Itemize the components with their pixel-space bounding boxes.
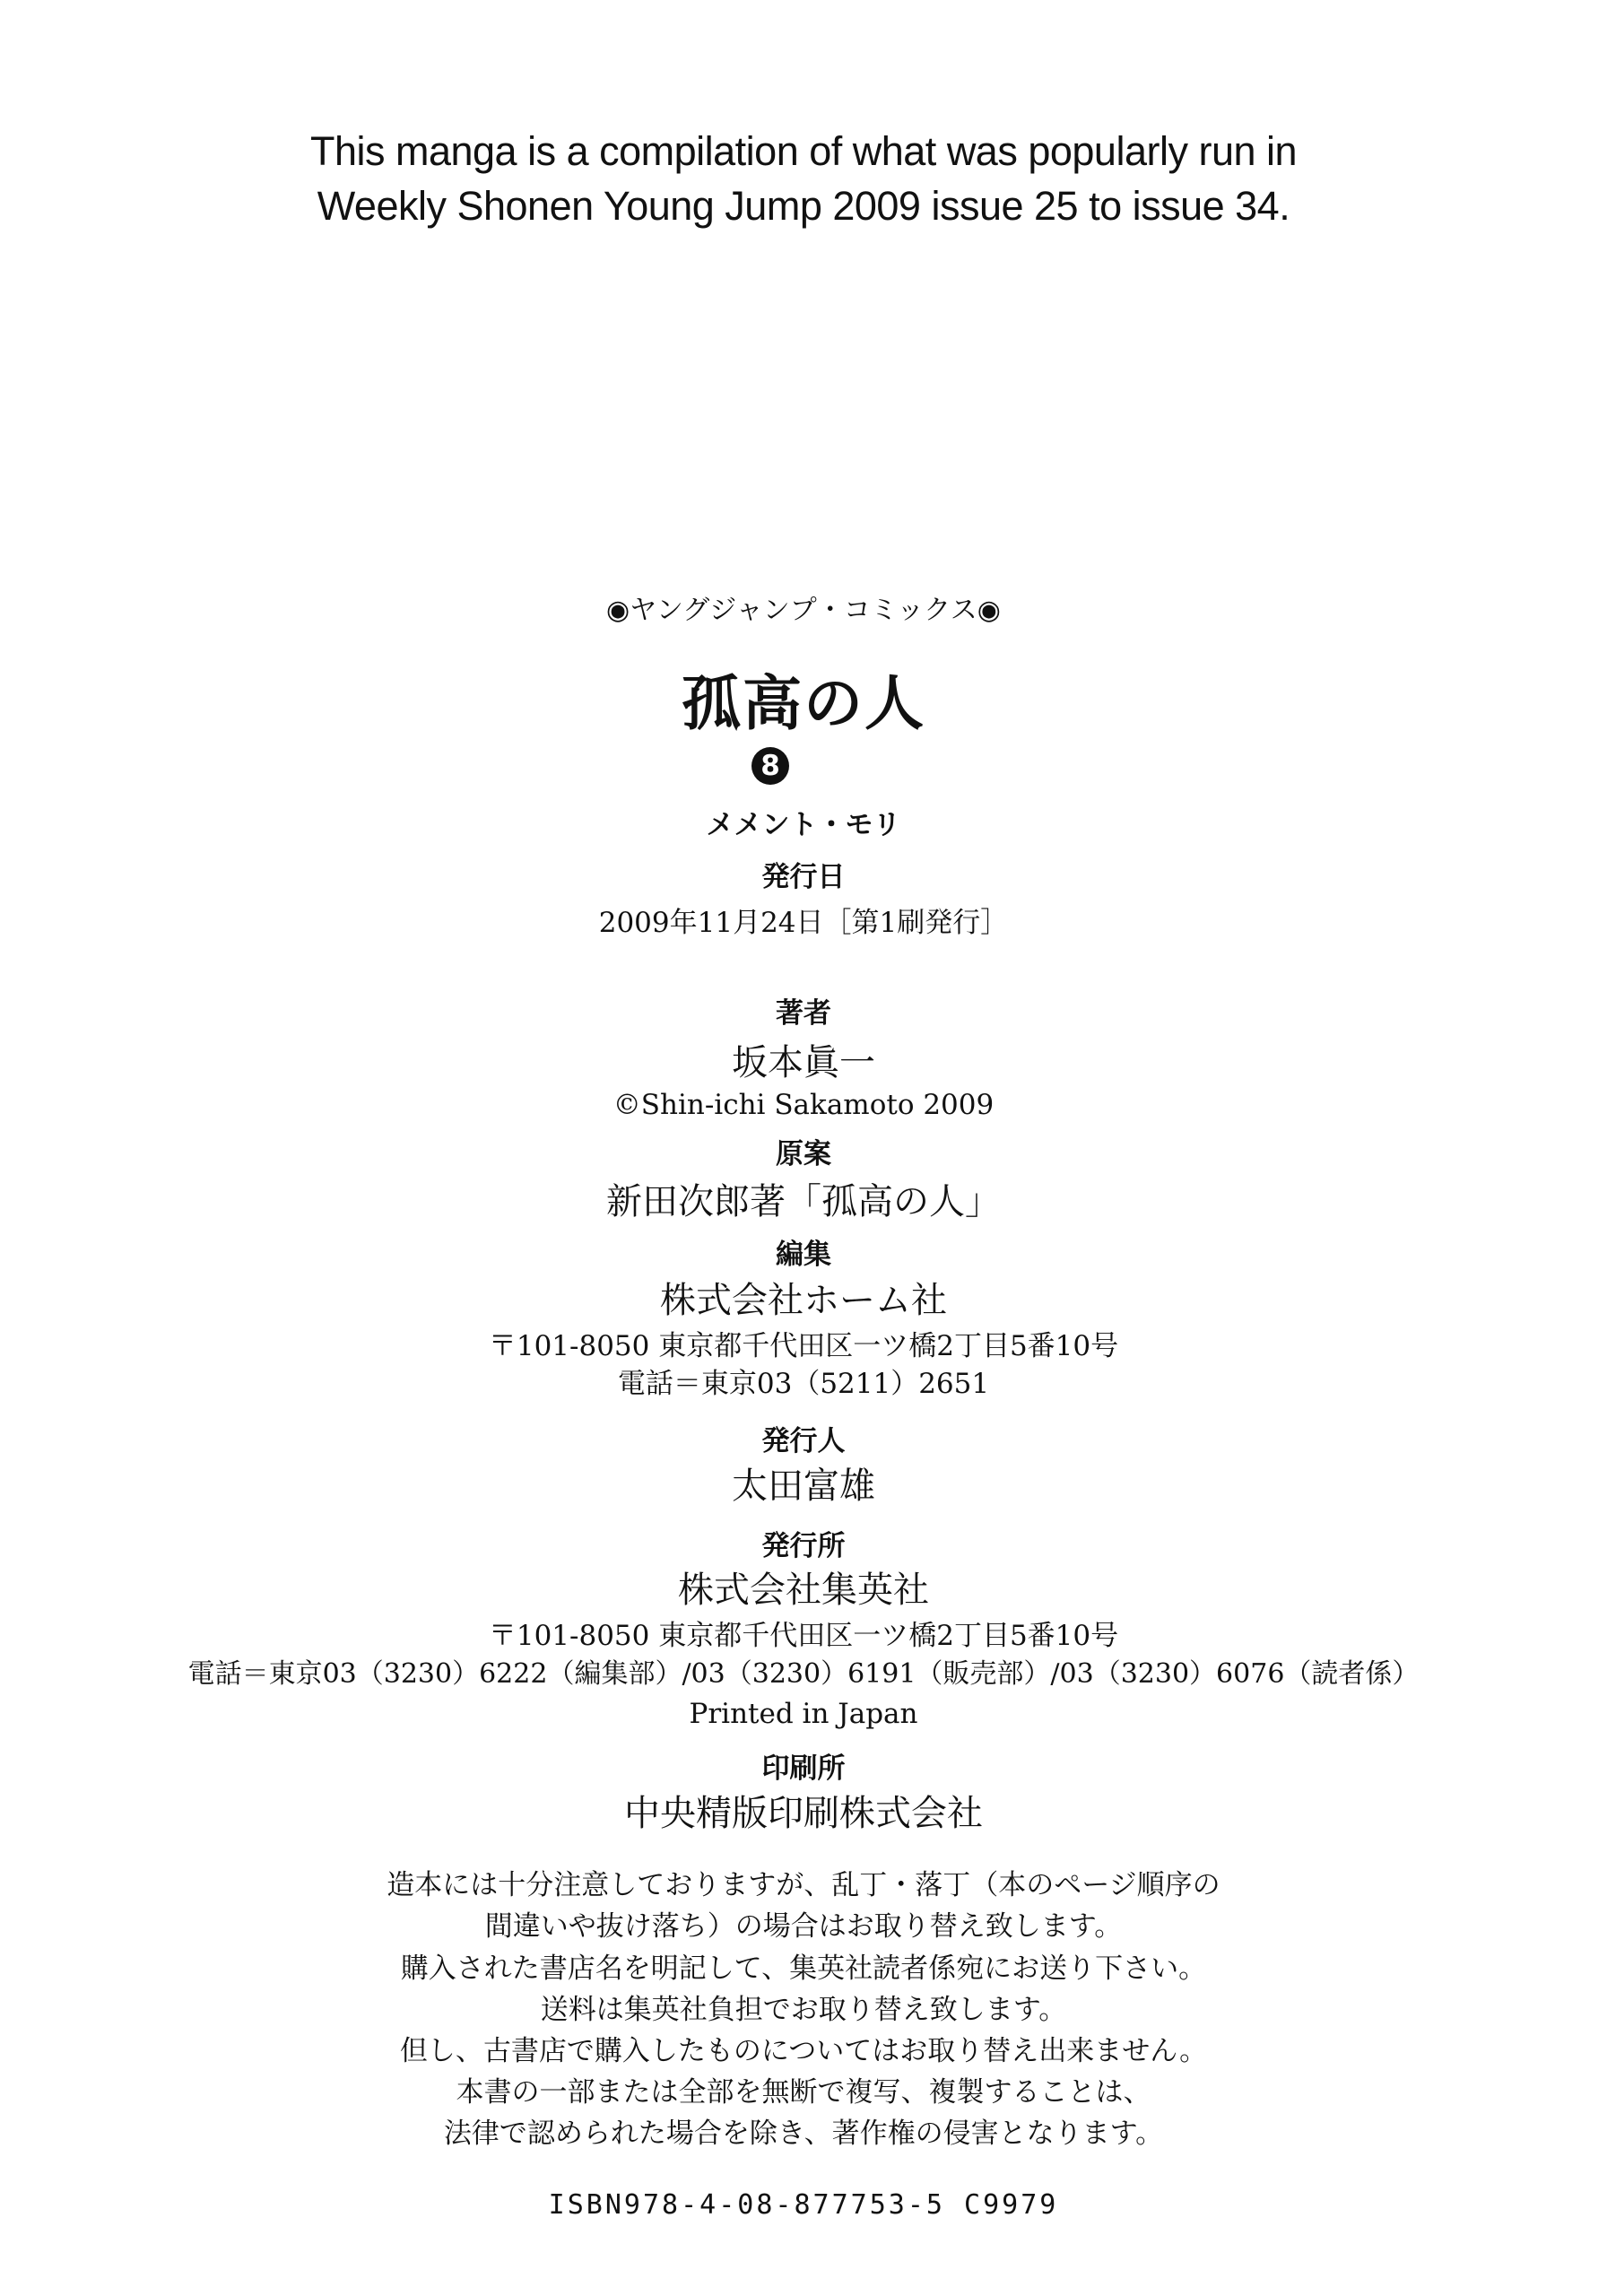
printer-name: 中央精版印刷株式会社 bbox=[624, 1793, 983, 1834]
publish-date-value: 2009年11月24日［第1刷発行］ bbox=[598, 907, 1009, 939]
notice-line: 購入された書店名を明記して、集英社読者係宛にお送り下さい。 bbox=[400, 1952, 1207, 1985]
printer-label: 印刷所 bbox=[761, 1752, 846, 1785]
author-name: 坂本眞一 bbox=[732, 1042, 875, 1083]
isbn: ISBN978-4-08-877753-5 C9979 bbox=[548, 2189, 1059, 2221]
notice-line: 送料は集英社負担でお取り替え致します。 bbox=[540, 1994, 1067, 2026]
notice-line: 本書の一部または全部を無断で複写、複製することは、 bbox=[456, 2076, 1151, 2109]
publisher-phones: 電話＝東京03（3230）6222（編集部）/03（3230）6191（販売部）/03（3230）6076（読者係） bbox=[187, 1658, 1420, 1690]
publisher-label: 発行所 bbox=[761, 1530, 846, 1562]
notice-line: 但し、古書店で購入したものについてはお取り替え出来ません。 bbox=[399, 2035, 1208, 2067]
note-line-1: This manga is a compilation of what was popularly run in bbox=[309, 128, 1298, 174]
printed-in-japan: Printed in Japan bbox=[689, 1698, 918, 1730]
book-title: 孤高の人 bbox=[682, 669, 925, 738]
issuer-name: 太田富雄 bbox=[732, 1465, 875, 1507]
original-work: 新田次郎著「孤高の人」 bbox=[606, 1181, 1001, 1222]
editor-company: 株式会社ホーム社 bbox=[660, 1280, 947, 1321]
volume-badge: 8 bbox=[751, 747, 789, 785]
original-label: 原案 bbox=[776, 1138, 831, 1170]
editor-label: 編集 bbox=[776, 1239, 831, 1271]
issuer-label: 発行人 bbox=[761, 1425, 846, 1457]
notice-line: 造本には十分注意しておりますが、乱丁・落丁（本のページ順序の bbox=[387, 1869, 1220, 1901]
publish-date-label: 発行日 bbox=[761, 861, 846, 893]
editor-address: 〒101-8050 東京都千代田区一ツ橋2丁目5番10号 bbox=[488, 1330, 1119, 1362]
subtitle: メメント・モリ bbox=[706, 809, 901, 841]
publisher-address: 〒101-8050 東京都千代田区一ツ橋2丁目5番10号 bbox=[488, 1620, 1119, 1652]
editor-phone: 電話＝東京03（5211）2651 bbox=[617, 1368, 990, 1400]
publisher-company: 株式会社集英社 bbox=[678, 1570, 929, 1611]
series-label: ◉ヤングジャンプ・コミックス◉ bbox=[606, 595, 1001, 626]
author-label: 著者 bbox=[776, 997, 831, 1030]
notice-line: 法律で認められた場合を除き、著作権の侵害となります。 bbox=[443, 2118, 1164, 2150]
copyright: ©Shin-ichi Sakamoto 2009 bbox=[612, 1089, 995, 1121]
notice-line: 間違いや抜け落ち）の場合はお取り替え致します。 bbox=[484, 1910, 1123, 1943]
note-line-2: Weekly Shonen Young Jump 2009 issue 25 to issue 34. bbox=[317, 183, 1290, 229]
